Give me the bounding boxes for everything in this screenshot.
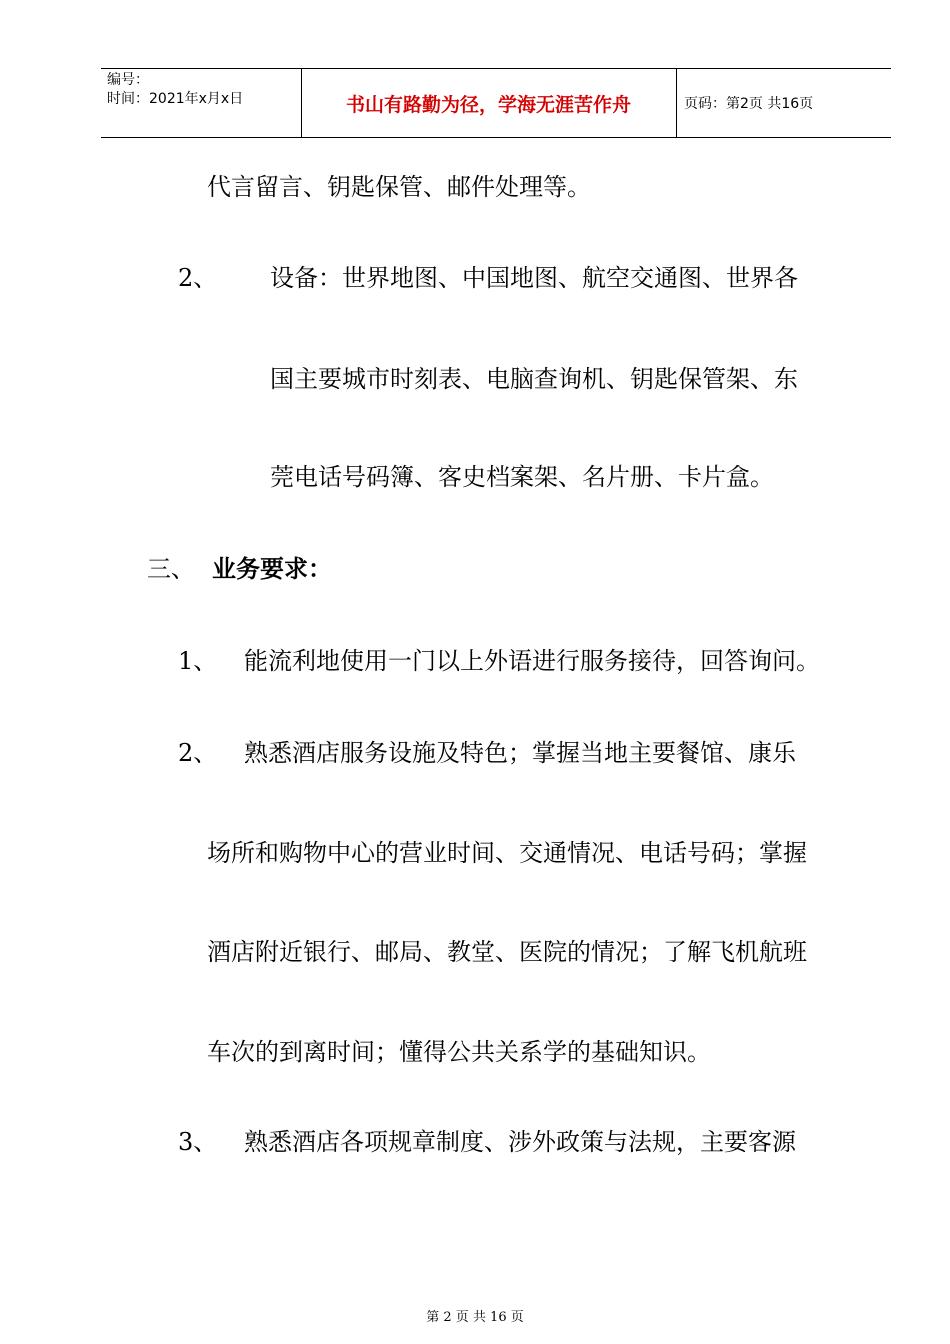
list-number: 3、 xyxy=(178,1128,218,1156)
page-footer: 第 2 页 共 16 页 xyxy=(426,1310,524,1325)
paragraph-line: 熟悉酒店服务设施及特色；掌握当地主要餐馆、康乐 xyxy=(244,739,796,767)
number-label: 编号： xyxy=(107,72,149,88)
paragraph-line: 场所和购物中心的营业时间、交通情况、电话号码；掌握 xyxy=(207,839,807,867)
header-meta xyxy=(107,71,243,109)
list-number: 2、 xyxy=(178,264,218,292)
header-page-info: 页码：第2页 共16页 xyxy=(684,96,814,112)
list-number: 2、 xyxy=(178,739,218,767)
paragraph-line: 设备：世界地图、中国地图、航空交通图、世界各 xyxy=(270,264,798,292)
paragraph-line: 酒店附近银行、邮局、教堂、医院的情况；了解飞机航班 xyxy=(207,938,807,966)
section-number: 三、 xyxy=(147,555,195,583)
document-header xyxy=(101,68,891,138)
paragraph-line: 国主要城市时刻表、电脑查询机、钥匙保管架、东 xyxy=(270,365,798,393)
header-divider xyxy=(676,69,677,137)
time-label: 时间：2021年x月x日 xyxy=(107,91,244,107)
section-title: 业务要求： xyxy=(212,555,332,583)
list-number: 1、 xyxy=(178,647,218,675)
header-motto: 书山有路勤为径，学海无涯苦作舟 xyxy=(345,93,631,116)
paragraph-line: 车次的到离时间；懂得公共关系学的基础知识。 xyxy=(207,1038,711,1066)
paragraph-line: 能流利地使用一门以上外语进行服务接待，回答询问。 xyxy=(244,647,820,675)
paragraph-line: 熟悉酒店各项规章制度、涉外政策与法规，主要客源 xyxy=(244,1128,796,1156)
paragraph-line: 代言留言、钥匙保管、邮件处理等。 xyxy=(207,173,591,201)
paragraph-line: 莞电话号码簿、客史档案架、名片册、卡片盒。 xyxy=(270,463,774,491)
